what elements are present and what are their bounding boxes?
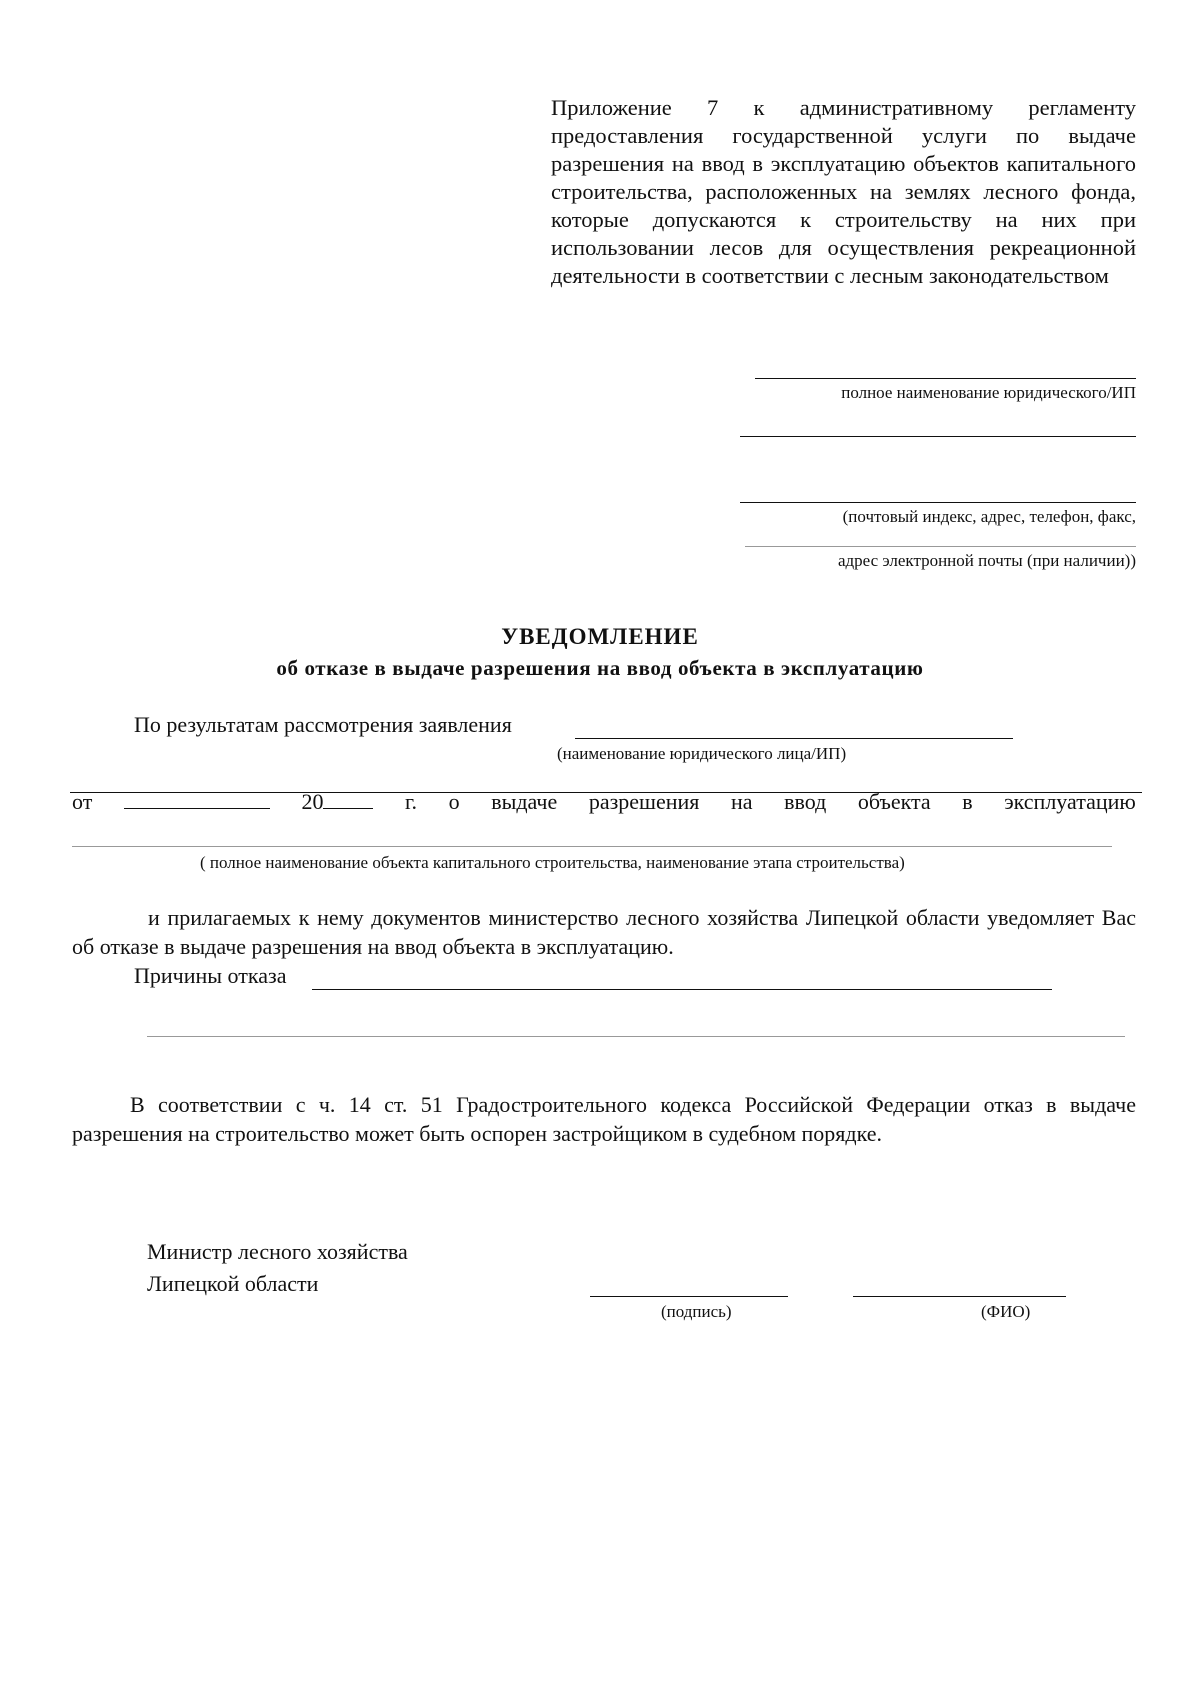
word-obekta: объекта bbox=[857, 789, 931, 814]
object-name-line bbox=[72, 846, 1112, 847]
year-suffix: г. bbox=[405, 789, 418, 814]
notice-paragraph: и прилагаемых к нему документов министерство лесного хозяйства Липецкой области уведомляет Вас об отказе в выдаче разрешения на ввод объекта в эксплуатацию. bbox=[72, 905, 1136, 959]
recipient-name-caption: полное наименование юридического/ИП bbox=[841, 383, 1136, 402]
full-name-caption: (ФИО) bbox=[981, 1302, 1031, 1321]
document-subtitle: об отказе в выдаче разрешения на ввод объекта в эксплуатацию bbox=[276, 656, 924, 680]
legal-paragraph: В соответствии с ч. 14 ст. 51 Градостроительного кодекса Российской Федерации отказ в выдаче разрешения на строительство может быть оспорен застройщиком в судебном порядке. bbox=[72, 1092, 1136, 1146]
application-date-blank bbox=[124, 790, 270, 809]
applicant-name-line bbox=[575, 738, 1013, 739]
word-vydache: выдаче bbox=[491, 789, 558, 814]
recipient-address-line-2 bbox=[745, 546, 1136, 547]
year-blank bbox=[323, 790, 373, 809]
year-group bbox=[301, 789, 373, 815]
word-razresheniya: разрешения bbox=[588, 789, 700, 814]
applicant-caption: (наименование юридического лица/ИП) bbox=[557, 744, 847, 763]
results-label: По результатам рассмотрения заявления bbox=[134, 712, 512, 737]
appendix-note: Приложение 7 к административному регламенту предоставления государственной услуги по выдаче разрешения на ввод в эксплуатацию объектов капитального строительства, расположенных на землях лесного фонда, которые допускаются к строительству на них при использовании лесов для осуществления рекреационной деятельности в соответствии с лесным законодательством bbox=[551, 95, 1136, 288]
reasons-line-2 bbox=[147, 1036, 1125, 1037]
signatory-position-line1: Министр лесного хозяйства bbox=[147, 1239, 408, 1264]
recipient-address-caption-2: адрес электронной почты (при наличии)) bbox=[837, 551, 1136, 570]
signature-caption: (подпись) bbox=[661, 1302, 732, 1321]
signature-line bbox=[590, 1296, 788, 1297]
recipient-name-line bbox=[755, 378, 1136, 379]
signatory-position-line2: Липецкой области bbox=[147, 1271, 319, 1296]
object-caption: ( полное наименование объекта капитального строительства, наименование этапа строительства) bbox=[200, 853, 905, 872]
ot-word: от bbox=[72, 789, 93, 814]
recipient-name-line-2 bbox=[740, 436, 1136, 437]
word-v: в bbox=[962, 789, 973, 814]
year-prefix: 20 bbox=[301, 789, 324, 814]
application-date-row bbox=[72, 789, 1136, 815]
reasons-line-1 bbox=[312, 989, 1052, 990]
word-o: о bbox=[448, 789, 460, 814]
word-na: на bbox=[730, 789, 753, 814]
reasons-label: Причины отказа bbox=[134, 963, 287, 988]
word-vvod: ввод bbox=[784, 789, 827, 814]
word-ekspluataciyu: эксплуатацию bbox=[1004, 789, 1136, 814]
recipient-address-line bbox=[740, 502, 1136, 503]
document-title: УВЕДОМЛЕНИЕ bbox=[501, 624, 699, 649]
recipient-address-caption-1: (почтовый индекс, адрес, телефон, факс, bbox=[842, 507, 1136, 526]
full-name-line bbox=[853, 1296, 1066, 1297]
